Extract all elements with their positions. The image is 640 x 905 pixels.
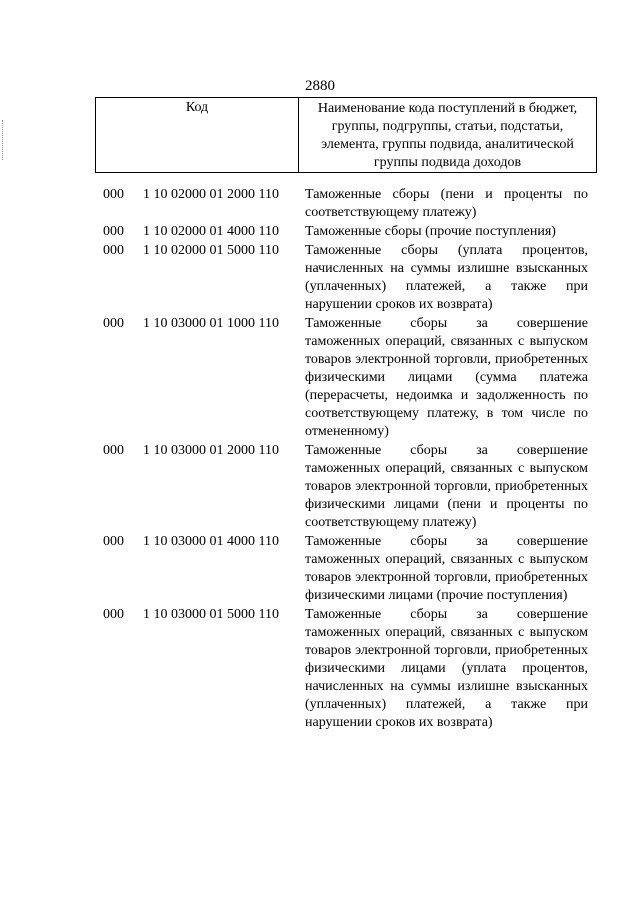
- table-row: [0, 533, 640, 605]
- admin-code: 000: [103, 316, 124, 331]
- admin-code: 000: [103, 443, 124, 458]
- page-number: 2880: [305, 78, 335, 94]
- table-row: [0, 315, 640, 441]
- table-row: [0, 242, 640, 314]
- income-codes-list: [0, 186, 640, 733]
- income-code: 1 10 02000 01 2000 110: [143, 187, 279, 202]
- header-code-label: Код: [96, 98, 299, 172]
- margin-scan-mark: [2, 120, 4, 160]
- table-row: [0, 223, 640, 241]
- admin-code: 000: [103, 607, 124, 622]
- income-code: 1 10 02000 01 5000 110: [143, 243, 279, 258]
- table-row: [0, 186, 640, 222]
- income-description: Таможенные сборы за совершение таможенных операций, связанных с выпуском товаров электронной торговли, приобретенных физическими лицами (уплата процентов, начисленных на суммы излишне взысканных (уплаченных) платежей, а также при нарушении сроков их возврата): [305, 607, 588, 730]
- income-description: Таможенные сборы за совершение таможенных операций, связанных с выпуском товаров электронной торговли, приобретенных физическими лицами (сумма платежа (перерасчеты, недоимка и задолженность по соответствующему платежу, в том числе по отмененному): [305, 316, 588, 439]
- income-code: 1 10 03000 01 5000 110: [143, 607, 279, 622]
- income-description: Таможенные сборы (уплата процентов, начисленных на суммы излишне взысканных (уплаченных) платежей, а также при нарушении сроков их возврата): [305, 243, 588, 312]
- income-description: Таможенные сборы (пени и проценты по соответствующему платежу): [305, 187, 588, 220]
- income-description: Таможенные сборы за совершение таможенных операций, связанных с выпуском товаров электронной торговли, приобретенных физическими лицами (прочие поступления): [305, 534, 588, 603]
- income-code: 1 10 03000 01 1000 110: [143, 316, 279, 331]
- table-header: [95, 97, 597, 173]
- income-description: Таможенные сборы за совершение таможенных операций, связанных с выпуском товаров электронной торговли, приобретенных физическими лицами (пени и проценты по соответствующему платежу): [305, 443, 588, 530]
- table-row: [0, 442, 640, 532]
- admin-code: 000: [103, 224, 124, 239]
- admin-code: 000: [103, 534, 124, 549]
- income-description: Таможенные сборы (прочие поступления): [305, 224, 556, 239]
- income-code: 1 10 02000 01 4000 110: [143, 224, 279, 239]
- table-row: [0, 606, 640, 732]
- income-code: 1 10 03000 01 4000 110: [143, 534, 279, 549]
- income-code: 1 10 03000 01 2000 110: [143, 443, 279, 458]
- admin-code: 000: [103, 187, 124, 202]
- admin-code: 000: [103, 243, 124, 258]
- header-name-label: Наименование кода поступлений в бюджет, группы, подгруппы, статьи, подстатьи, элемента, группы подвида, аналитической группы подвида доходов: [317, 101, 578, 170]
